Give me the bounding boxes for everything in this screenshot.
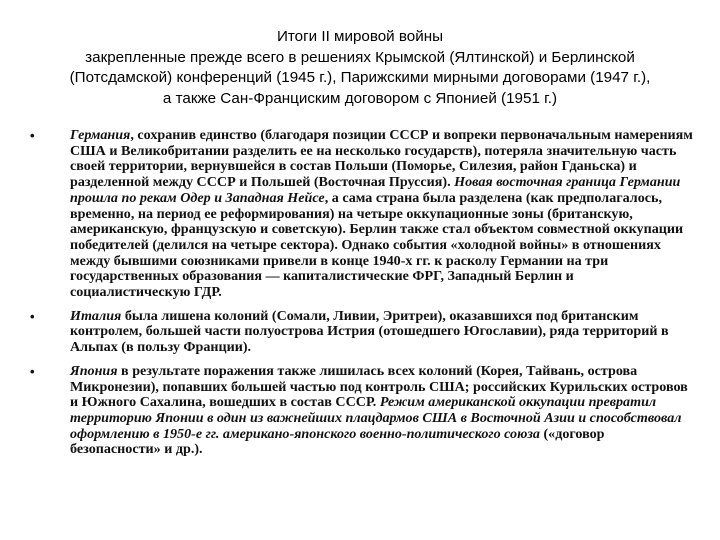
bullet-list xyxy=(30,128,695,466)
bullet-text-germany-a: , сохранив единство (благодаря позиции СССР и вопреки первоначальным намерениям США и Великобритании разделить ее на несколько государств), потеряла значительную часть своей территории, вернувшейся в состав Польши (Поморье, Силезия, район Гданьска) и разделенной между СССР и Польшей (Восточная Пруссия). xyxy=(70,127,693,191)
bullet-italy xyxy=(30,309,695,356)
bullet-text-italy: была лишена колоний (Сомали, Ливии, Эритреи), оказавшихся под британским контролем, большей части полуострова Истрия (отошедшего Югославии), ряда территорий в Альпах (в пользу Франции). xyxy=(70,307,669,356)
bullet-text-japan-a: в результате поражения также лишилась всех колоний (Корея, Тайвань, острова Микронезии), попавших большей частью под контроль США; российских Курильских островов и Южного Сахалина, вошедших в состав СССР. xyxy=(70,362,688,411)
bullet-text-japan-b: («договор безопасности» и др.). xyxy=(70,425,605,458)
title-line-2: закрепленные прежде всего в решениях Крымской (Ялтинской) и Берлинской xyxy=(85,48,635,66)
bullet-germany xyxy=(30,128,695,301)
bullet-text-germany-b: , а сама страна была разделена (как предполагалось, временно, на период ее реформирования) на четыре оккупационные зоны (британскую, американскую, французскую и советскую). Берлин также стал объектом совместной оккупации победителей (делился на четыре сектора). Однако события «холодной войны» в отношениях между бывшими союзниками привели в конце 1940-х гг. к расколу Германии на три государственных образования — капиталистические ФРГ, Западный Берлин и социалистическую ГДР. xyxy=(70,189,684,301)
bullet-keyword-germany: Германия xyxy=(70,127,131,143)
slide-title xyxy=(20,27,700,109)
title-line-3: (Потсдамской) конференций (1945 г.), Парижскими мирными договорами (1947 г.), xyxy=(69,69,651,87)
title-line-4: а также Сан-Франциским договором с Японией (1951 г.) xyxy=(162,89,558,107)
bullet-keyword-japan: Япония xyxy=(70,362,118,379)
bullet-marker: • xyxy=(30,308,35,324)
bullet-japan xyxy=(30,364,695,458)
title-line-1: Итоги II мировой войны xyxy=(276,28,444,45)
bullet-text-germany-italic: Новая восточная граница Германии прошла по рекам Одер и Западная Нейсе xyxy=(70,174,681,206)
bullet-text-japan-italic: Режим американской оккупации превратил территорию Японии в один из важнейших плацдармов США в Восточной Азии и способствовал оформлению в 1950-е гг. американо-японского военно-политического союза xyxy=(70,394,682,442)
bullet-marker: • xyxy=(30,128,35,143)
bullet-marker: • xyxy=(30,363,35,379)
bullet-keyword-italy: Италия xyxy=(70,307,122,324)
